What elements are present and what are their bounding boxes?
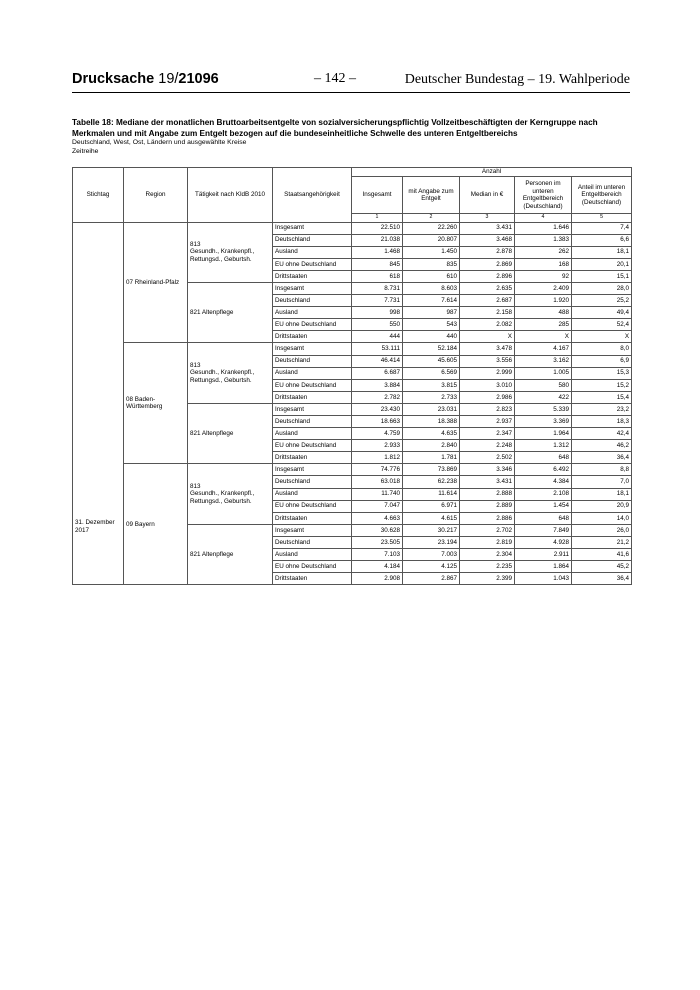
value-cell: 4.384 xyxy=(515,476,572,488)
staatsangehoerigkeit-cell: Drittstaaten xyxy=(273,452,352,464)
value-cell: 6,9 xyxy=(572,355,632,367)
value-cell: 8.603 xyxy=(403,282,460,294)
value-cell: 74.776 xyxy=(352,464,403,476)
col-number: 5 xyxy=(572,214,632,223)
taetigkeit-name: Gesundh., Krankenpfl., xyxy=(190,369,255,377)
data-table xyxy=(72,167,632,585)
doc-label: Drucksache xyxy=(72,71,155,87)
taetigkeit-name: 821 Altenpflege xyxy=(190,550,234,558)
value-cell: 2.782 xyxy=(352,391,403,403)
value-cell: 2.937 xyxy=(460,416,515,428)
value-cell: 6,6 xyxy=(572,234,632,246)
value-cell: 440 xyxy=(403,331,460,343)
value-cell: 1.781 xyxy=(403,452,460,464)
value-cell: 444 xyxy=(352,331,403,343)
page-header xyxy=(72,71,630,91)
value-cell: 22.260 xyxy=(403,222,460,234)
staatsangehoerigkeit-cell: Deutschland xyxy=(273,295,352,307)
value-cell: 30.217 xyxy=(403,524,460,536)
value-cell: 1.864 xyxy=(515,561,572,573)
value-cell: 42,4 xyxy=(572,428,632,440)
taetigkeit-name: 813 xyxy=(190,361,201,369)
value-cell: 5.339 xyxy=(515,403,572,415)
value-cell: 21.038 xyxy=(352,234,403,246)
value-cell: 7,0 xyxy=(572,476,632,488)
staatsangehoerigkeit-cell: EU ohne Deutschland xyxy=(273,500,352,512)
value-cell: 73.869 xyxy=(403,464,460,476)
value-cell: 8,8 xyxy=(572,464,632,476)
staatsangehoerigkeit-cell: Drittstaaten xyxy=(273,331,352,343)
col-number: 1 xyxy=(352,214,403,223)
value-cell: 618 xyxy=(352,270,403,282)
value-cell: 2.347 xyxy=(460,428,515,440)
staatsangehoerigkeit-cell: EU ohne Deutschland xyxy=(273,379,352,391)
value-cell: 2.823 xyxy=(460,403,515,415)
staatsangehoerigkeit-cell: EU ohne Deutschland xyxy=(273,258,352,270)
region-cell xyxy=(124,464,188,585)
value-cell: 41,6 xyxy=(572,549,632,561)
col-median: Median in € xyxy=(460,177,515,214)
value-cell: 1.646 xyxy=(515,222,572,234)
value-cell: 7.103 xyxy=(352,549,403,561)
table-row xyxy=(73,464,632,476)
value-cell: 6.569 xyxy=(403,367,460,379)
col-taetigkeit: Tätigkeit nach KldB 2010 xyxy=(188,168,273,223)
taetigkeit-name: 813 xyxy=(190,482,201,490)
table-body xyxy=(73,222,632,585)
value-cell: 845 xyxy=(352,258,403,270)
value-cell: 285 xyxy=(515,319,572,331)
value-cell: 15,3 xyxy=(572,367,632,379)
value-cell: 7.614 xyxy=(403,295,460,307)
staatsangehoerigkeit-cell: Deutschland xyxy=(273,476,352,488)
value-cell: 168 xyxy=(515,258,572,270)
staatsangehoerigkeit-cell: Drittstaaten xyxy=(273,270,352,282)
subtitle-line: Zeitreihe xyxy=(72,147,99,155)
table-row xyxy=(73,222,632,234)
col-anteil: Anteil im unteren Entgeltbereich (Deutschland) xyxy=(572,177,632,214)
col-number: 3 xyxy=(460,214,515,223)
value-cell: 4.635 xyxy=(403,428,460,440)
value-cell: 3.162 xyxy=(515,355,572,367)
value-cell: 1.468 xyxy=(352,246,403,258)
value-cell: 18.388 xyxy=(403,416,460,428)
value-cell: 2.986 xyxy=(460,391,515,403)
value-cell: X xyxy=(515,331,572,343)
value-cell: 3.815 xyxy=(403,379,460,391)
value-cell: 23.031 xyxy=(403,403,460,415)
value-cell: 52,4 xyxy=(572,319,632,331)
value-cell: 2.867 xyxy=(403,573,460,585)
value-cell: 2.235 xyxy=(460,561,515,573)
value-cell: 2.911 xyxy=(515,549,572,561)
value-cell: 580 xyxy=(515,379,572,391)
col-number: 4 xyxy=(515,214,572,223)
value-cell: 2.733 xyxy=(403,391,460,403)
col-mit-angabe: mit Angabe zum Entgelt xyxy=(403,177,460,214)
staatsangehoerigkeit-cell: Drittstaaten xyxy=(273,512,352,524)
taetigkeit-name: Rettungsd., Geburtsh. xyxy=(190,376,252,384)
value-cell: 20.807 xyxy=(403,234,460,246)
value-cell: 2.399 xyxy=(460,573,515,585)
value-cell: 62.238 xyxy=(403,476,460,488)
taetigkeit-cell xyxy=(188,524,273,584)
value-cell: 11.614 xyxy=(403,488,460,500)
staatsangehoerigkeit-cell: Ausland xyxy=(273,367,352,379)
value-cell: 46.414 xyxy=(352,355,403,367)
value-cell: 488 xyxy=(515,307,572,319)
region-name: 08 Baden- xyxy=(126,395,156,403)
staatsangehoerigkeit-cell: EU ohne Deutschland xyxy=(273,319,352,331)
document-number xyxy=(72,71,219,87)
value-cell: 1.812 xyxy=(352,452,403,464)
value-cell: 15,1 xyxy=(572,270,632,282)
value-cell: 8.731 xyxy=(352,282,403,294)
taetigkeit-name: 821 Altenpflege xyxy=(190,429,234,437)
value-cell: 4.759 xyxy=(352,428,403,440)
value-cell: 2.869 xyxy=(460,258,515,270)
value-cell: 2.896 xyxy=(460,270,515,282)
value-cell: 3.884 xyxy=(352,379,403,391)
value-cell: 7.003 xyxy=(403,549,460,561)
value-cell: 648 xyxy=(515,452,572,464)
value-cell: 4.184 xyxy=(352,561,403,573)
value-cell: 23.430 xyxy=(352,403,403,415)
value-cell: 28,0 xyxy=(572,282,632,294)
value-cell: 1.454 xyxy=(515,500,572,512)
staatsangehoerigkeit-cell: Ausland xyxy=(273,428,352,440)
value-cell: 36,4 xyxy=(572,452,632,464)
value-cell: 2.702 xyxy=(460,524,515,536)
value-cell: 422 xyxy=(515,391,572,403)
value-cell: 18,1 xyxy=(572,246,632,258)
col-staat: Staatsangehörigkeit xyxy=(273,168,352,223)
value-cell: 18,1 xyxy=(572,488,632,500)
table-subtitle xyxy=(72,139,246,156)
value-cell: 4.663 xyxy=(352,512,403,524)
subtitle-line: Deutschland, West, Ost, Ländern und ausgewählte Kreise xyxy=(72,139,247,146)
value-cell: 3.346 xyxy=(460,464,515,476)
staatsangehoerigkeit-cell: Ausland xyxy=(273,549,352,561)
value-cell: 20,1 xyxy=(572,258,632,270)
value-cell: 2.304 xyxy=(460,549,515,561)
value-cell: 2.502 xyxy=(460,452,515,464)
staatsangehoerigkeit-cell: Insgesamt xyxy=(273,464,352,476)
value-cell: 45.605 xyxy=(403,355,460,367)
value-cell: 998 xyxy=(352,307,403,319)
table-row xyxy=(73,343,632,355)
staatsangehoerigkeit-cell: Insgesamt xyxy=(273,222,352,234)
staatsangehoerigkeit-cell: Deutschland xyxy=(273,355,352,367)
staatsangehoerigkeit-cell: EU ohne Deutschland xyxy=(273,561,352,573)
value-cell: 36,4 xyxy=(572,573,632,585)
value-cell: 2.108 xyxy=(515,488,572,500)
taetigkeit-cell xyxy=(188,222,273,282)
value-cell: 4.928 xyxy=(515,536,572,548)
value-cell: 30.628 xyxy=(352,524,403,536)
value-cell: 15,4 xyxy=(572,391,632,403)
value-cell: 3.431 xyxy=(460,476,515,488)
doc-number-plain: 19/ xyxy=(158,71,179,87)
value-cell: 262 xyxy=(515,246,572,258)
value-cell: 4.615 xyxy=(403,512,460,524)
value-cell: 25,2 xyxy=(572,295,632,307)
value-cell: 8,0 xyxy=(572,343,632,355)
taetigkeit-name: Gesundh., Krankenpfl., xyxy=(190,490,255,498)
value-cell: 610 xyxy=(403,270,460,282)
value-cell: 648 xyxy=(515,512,572,524)
value-cell: 1.964 xyxy=(515,428,572,440)
value-cell: 1.920 xyxy=(515,295,572,307)
value-cell: 7.047 xyxy=(352,500,403,512)
value-cell: 26,0 xyxy=(572,524,632,536)
staatsangehoerigkeit-cell: Drittstaaten xyxy=(273,573,352,585)
value-cell: 23,2 xyxy=(572,403,632,415)
value-cell: 1.450 xyxy=(403,246,460,258)
value-cell: 2.819 xyxy=(460,536,515,548)
col-insgesamt: Insgesamt xyxy=(352,177,403,214)
value-cell: 2.889 xyxy=(460,500,515,512)
value-cell: 1.005 xyxy=(515,367,572,379)
region-name: 07 Rheinland-Pfalz xyxy=(126,278,180,286)
table-title: Tabelle 18: Mediane der monatlichen Bruttoarbeitsentgelte von sozialversicherungspflichtig Vollzeitbeschäftigten der Kerngruppe nach Merkmalen und mit Angabe zum Entgelt bezogen auf die bundeseinheitliche Schwelle des unteren Entgeltbereichs xyxy=(72,118,598,138)
col-anzahl: Anzahl xyxy=(352,168,632,177)
value-cell: 1.383 xyxy=(515,234,572,246)
col-number: 2 xyxy=(403,214,460,223)
col-stichtag: Stichtag xyxy=(73,168,124,223)
value-cell: 3.556 xyxy=(460,355,515,367)
value-cell: 4.167 xyxy=(515,343,572,355)
col-region: Region xyxy=(124,168,188,223)
region-name: Württemberg xyxy=(126,403,163,411)
doc-number-bold: 21096 xyxy=(178,71,219,87)
value-cell: 18,3 xyxy=(572,416,632,428)
value-cell: 2.933 xyxy=(352,440,403,452)
taetigkeit-name: Gesundh., Krankenpfl., xyxy=(190,248,255,256)
staatsangehoerigkeit-cell: EU ohne Deutschland xyxy=(273,440,352,452)
value-cell: 92 xyxy=(515,270,572,282)
value-cell: 3.369 xyxy=(515,416,572,428)
value-cell: 2.908 xyxy=(352,573,403,585)
value-cell: 550 xyxy=(352,319,403,331)
value-cell: 2.248 xyxy=(460,440,515,452)
value-cell: 63.018 xyxy=(352,476,403,488)
taetigkeit-name: Rettungsd., Geburtsh. xyxy=(190,255,252,263)
staatsangehoerigkeit-cell: Deutschland xyxy=(273,234,352,246)
staatsangehoerigkeit-cell: Ausland xyxy=(273,307,352,319)
header-rule xyxy=(72,92,630,93)
value-cell: 23.194 xyxy=(403,536,460,548)
value-cell: 18.663 xyxy=(352,416,403,428)
staatsangehoerigkeit-cell: Insgesamt xyxy=(273,403,352,415)
staatsangehoerigkeit-cell: Insgesamt xyxy=(273,524,352,536)
value-cell: 7,4 xyxy=(572,222,632,234)
value-cell: 4.125 xyxy=(403,561,460,573)
value-cell: 53.111 xyxy=(352,343,403,355)
region-cell xyxy=(124,222,188,343)
value-cell: 1.312 xyxy=(515,440,572,452)
staatsangehoerigkeit-cell: Ausland xyxy=(273,246,352,258)
value-cell: 2.687 xyxy=(460,295,515,307)
value-cell: X xyxy=(460,331,515,343)
taetigkeit-cell xyxy=(188,282,273,342)
value-cell: 6.492 xyxy=(515,464,572,476)
value-cell: 20,9 xyxy=(572,500,632,512)
value-cell: 11.740 xyxy=(352,488,403,500)
value-cell: 6.687 xyxy=(352,367,403,379)
value-cell: 21,2 xyxy=(572,536,632,548)
staatsangehoerigkeit-cell: Drittstaaten xyxy=(273,391,352,403)
value-cell: 2.840 xyxy=(403,440,460,452)
staatsangehoerigkeit-cell: Insgesamt xyxy=(273,343,352,355)
taetigkeit-cell xyxy=(188,464,273,524)
taetigkeit-name: 821 Altenpflege xyxy=(190,308,234,316)
value-cell: 45,2 xyxy=(572,561,632,573)
value-cell: 3.468 xyxy=(460,234,515,246)
value-cell: 3.431 xyxy=(460,222,515,234)
staatsangehoerigkeit-cell: Insgesamt xyxy=(273,282,352,294)
staatsangehoerigkeit-cell: Ausland xyxy=(273,488,352,500)
value-cell: 15,2 xyxy=(572,379,632,391)
value-cell: 1.043 xyxy=(515,573,572,585)
value-cell: 2.999 xyxy=(460,367,515,379)
value-cell: 2.878 xyxy=(460,246,515,258)
value-cell: 22.510 xyxy=(352,222,403,234)
staatsangehoerigkeit-cell: Deutschland xyxy=(273,416,352,428)
taetigkeit-cell xyxy=(188,403,273,463)
value-cell: 52.184 xyxy=(403,343,460,355)
col-personen: Personen im unteren Entgeltbereich (Deutschland) xyxy=(515,177,572,214)
value-cell: 543 xyxy=(403,319,460,331)
value-cell: 7.731 xyxy=(352,295,403,307)
value-cell: 46,2 xyxy=(572,440,632,452)
value-cell: 3.010 xyxy=(460,379,515,391)
value-cell: 987 xyxy=(403,307,460,319)
taetigkeit-name: 813 xyxy=(190,240,201,248)
stichtag-cell xyxy=(73,222,124,585)
value-cell: 2.409 xyxy=(515,282,572,294)
value-cell: 2.886 xyxy=(460,512,515,524)
value-cell: 14,0 xyxy=(572,512,632,524)
region-name: 09 Bayern xyxy=(126,520,155,528)
value-cell: 2.635 xyxy=(460,282,515,294)
region-cell xyxy=(124,343,188,464)
value-cell: X xyxy=(572,331,632,343)
value-cell: 23.505 xyxy=(352,536,403,548)
publisher: Deutscher Bundestag – 19. Wahlperiode xyxy=(404,72,630,87)
page-number: – 142 – xyxy=(314,71,356,86)
value-cell: 6.971 xyxy=(403,500,460,512)
value-cell: 49,4 xyxy=(572,307,632,319)
value-cell: 7.849 xyxy=(515,524,572,536)
value-cell: 2.158 xyxy=(460,307,515,319)
taetigkeit-name: Rettungsd., Geburtsh. xyxy=(190,497,252,505)
value-cell: 2.888 xyxy=(460,488,515,500)
value-cell: 835 xyxy=(403,258,460,270)
value-cell: 2.082 xyxy=(460,319,515,331)
staatsangehoerigkeit-cell: Deutschland xyxy=(273,536,352,548)
stichtag-value: 31. Dezember 2017 xyxy=(75,519,115,534)
taetigkeit-cell xyxy=(188,343,273,403)
value-cell: 3.478 xyxy=(460,343,515,355)
